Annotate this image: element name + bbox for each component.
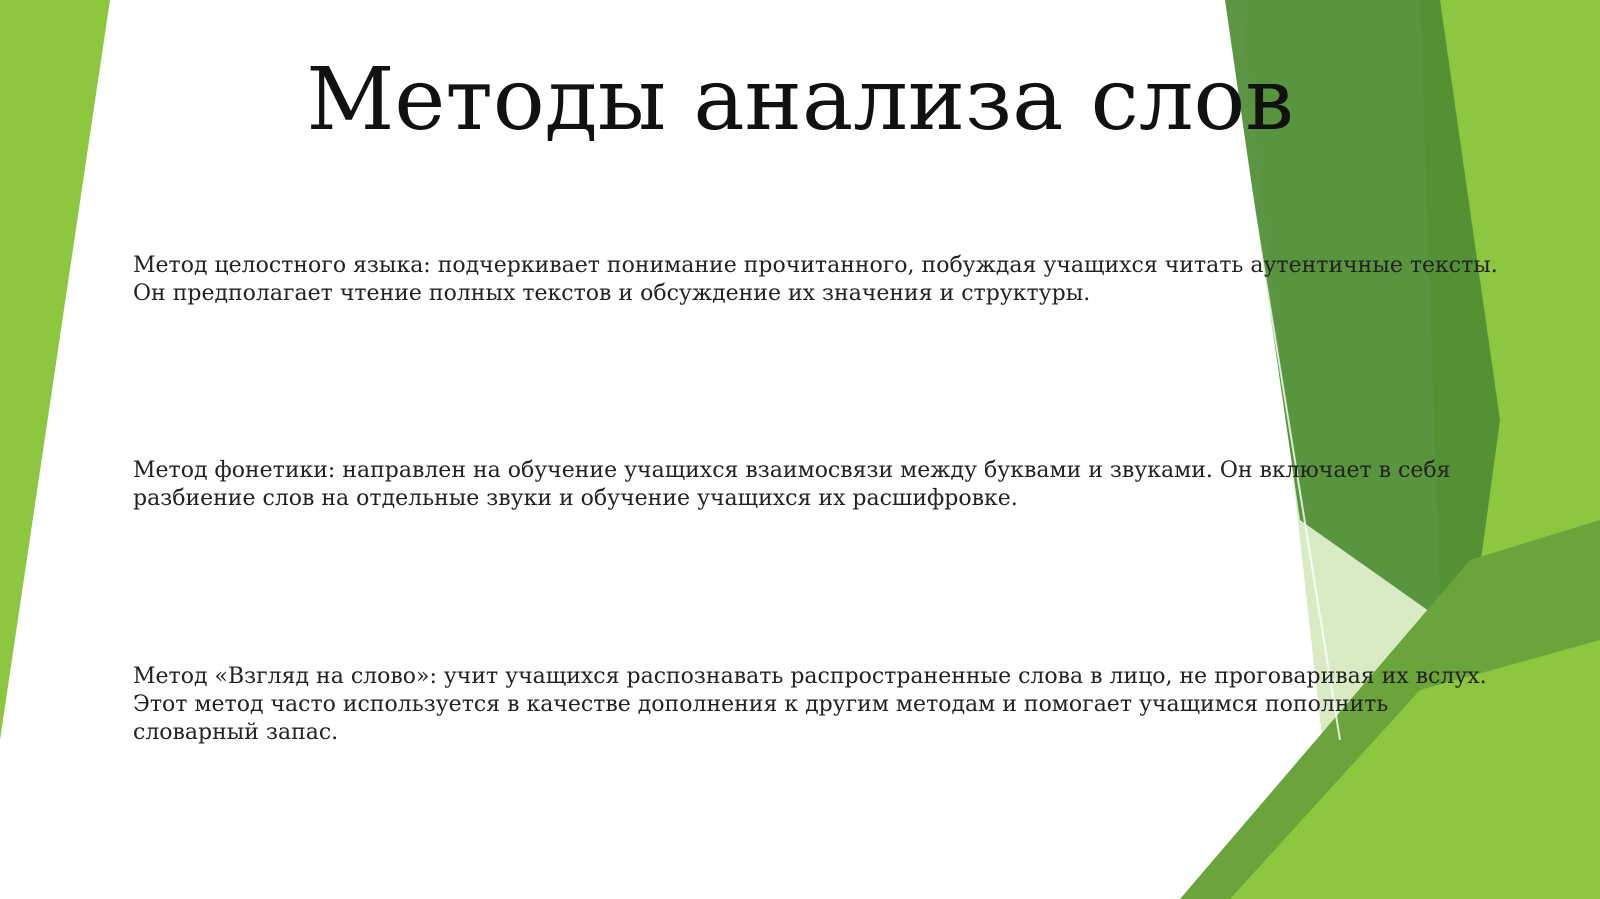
paragraph-phonics: Метод фонетики: направлен на обучение учащихся взаимосвязи между буквами и звуками. Он включает в себя разбиение слов на отдельные звуки и обучение учащихся их расшифровке.	[133, 458, 1451, 511]
slide-title: Методы анализа слов	[306, 50, 1294, 150]
paragraph-whole-language: Метод целостного языка: подчеркивает понимание прочитанного, побуждая учащихся читать аутентичные тексты. Он предполагает чтение полных текстов и обсуждение их значения и структуры.	[133, 253, 1498, 306]
paragraph-sight-word: Метод «Взгляд на слово»: учит учащихся распознавать распространенные слова в лицо, не проговаривая их вслух. Этот метод часто используется в качестве дополнения к другим методам и помогает учащимся пополнить словарный запас.	[133, 664, 1487, 745]
